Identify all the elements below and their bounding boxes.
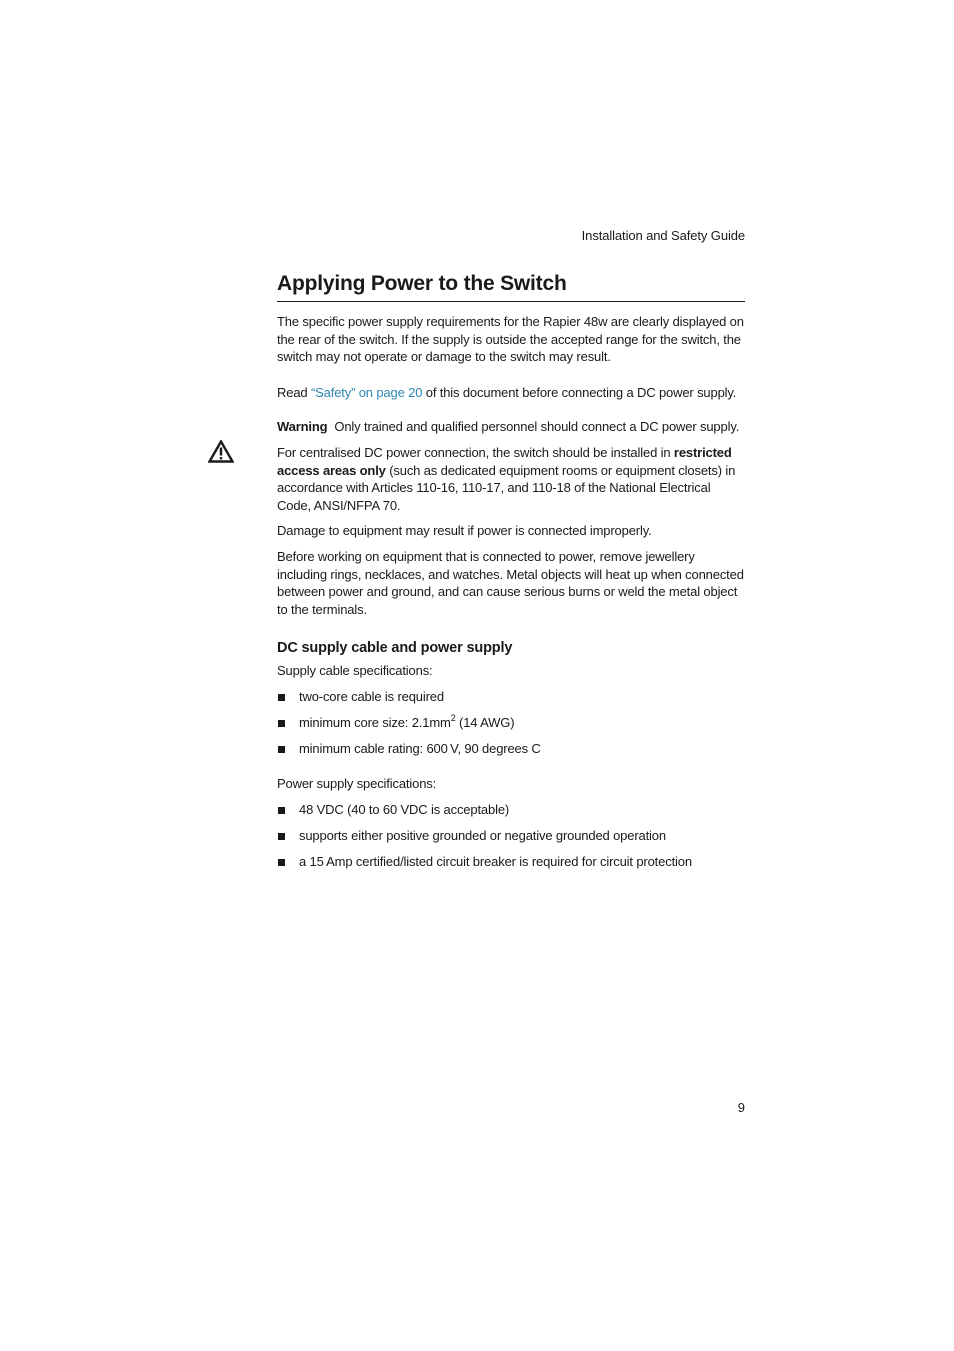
list-item — [277, 714, 745, 732]
square-bullet-icon — [278, 859, 285, 866]
square-bullet-icon — [278, 807, 285, 814]
list-item — [277, 801, 745, 819]
page-number: 9 — [737, 1100, 745, 1115]
read-prefix: Read — [277, 384, 311, 400]
warning-paragraph — [277, 418, 745, 436]
power-spec-intro: Power supply specifications: — [277, 776, 437, 792]
jewellery-paragraph: Before working on equipment that is connected to power, remove jewellery including rings, necklaces, and watches. Metal objects will heat up when connected between power and ground, and can cause serious burns or weld the metal object to the terminals. — [277, 548, 744, 617]
list-item-text: two-core cable is required — [299, 688, 444, 704]
list-item-text: 48 VDC (40 to 60 VDC is acceptable) — [299, 802, 510, 818]
read-paragraph — [277, 384, 745, 402]
list-item-text: minimum core size: 2.1mm — [299, 714, 451, 730]
warning-text: Only trained and qualified personnel should connect a DC power supply. — [327, 419, 740, 435]
square-bullet-icon — [278, 833, 285, 840]
intro-paragraph: The specific power supply requirements for the Rapier 48w are clearly displayed on the rear of the switch. If the supply is outside the accepted range for the switch, the switch may not operate or damage to the switch may result. — [277, 314, 744, 365]
safety-link[interactable]: “Safety” on page 20 — [310, 384, 423, 400]
warning-label: Warning — [277, 419, 328, 435]
list-item-text: a 15 Amp certified/listed circuit breaker is required for circuit protection — [299, 854, 692, 870]
list-item — [277, 853, 745, 871]
subsection-heading: DC supply cable and power supply — [277, 640, 513, 657]
list-item — [277, 688, 745, 706]
section-heading: Applying Power to the Switch — [277, 270, 745, 302]
list-item-text-suffix: (14 AWG) — [455, 714, 515, 730]
damage-paragraph: Damage to equipment may result if power is connected improperly. — [277, 523, 652, 539]
central-suffix: (such as dedicated equipment rooms or equipment closets) in accordance with Articles 110-16, 110-17, and 110-18 of the National Electrical Code, ANSI/NFPA 70. — [277, 462, 736, 513]
central-prefix: For centralised DC power connection, the switch should be installed in — [277, 444, 674, 460]
read-suffix: of this document before connecting a DC power supply. — [422, 384, 737, 400]
power-spec-list — [277, 801, 745, 871]
cable-spec-list — [277, 688, 745, 758]
centralised-paragraph — [277, 444, 745, 514]
running-header: Installation and Safety Guide — [581, 228, 745, 243]
list-item-text: supports either positive grounded or negative grounded operation — [299, 828, 666, 844]
list-item-text: minimum cable rating: 600 V, 90 degrees C — [299, 740, 541, 756]
square-bullet-icon — [278, 746, 285, 753]
list-item — [277, 827, 745, 845]
list-item — [277, 740, 745, 758]
restricted-areas-emphasis: restricted access areas only — [277, 444, 732, 478]
superscript: 2 — [450, 712, 456, 723]
square-bullet-icon — [278, 694, 285, 701]
main-content — [277, 270, 745, 879]
square-bullet-icon — [278, 720, 285, 727]
cable-spec-intro: Supply cable specifications: — [277, 663, 433, 679]
warning-triangle-icon — [208, 440, 234, 463]
